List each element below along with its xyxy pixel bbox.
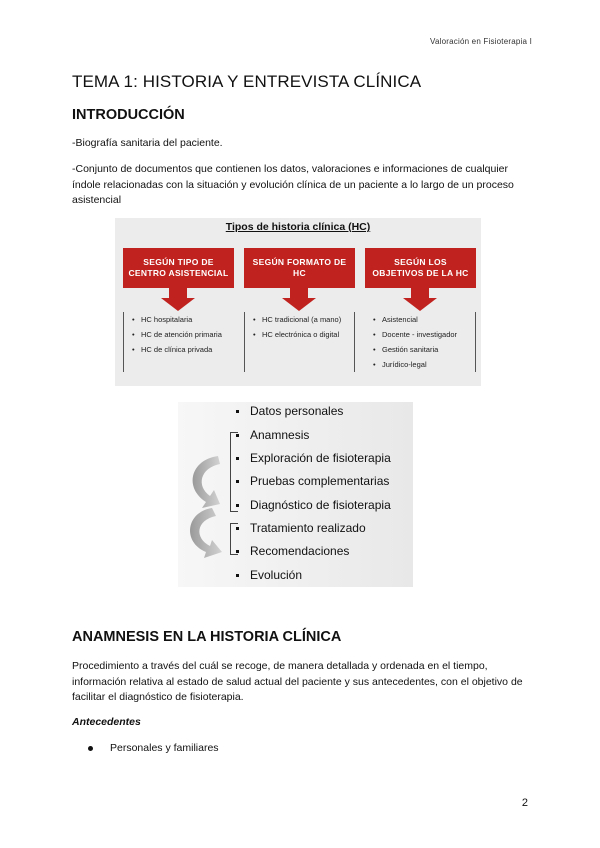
hc-content-item [236, 498, 391, 512]
hc-content-item [236, 568, 302, 582]
bullet-icon [236, 504, 239, 507]
hc-content-label: Diagnóstico de fisioterapia [250, 498, 391, 512]
bullet-icon [236, 457, 239, 460]
list-item: • HC electrónica o digital [255, 327, 354, 342]
down-arrow-icon [123, 288, 234, 310]
bullet-icon [88, 746, 93, 751]
hc-content-label: Recomendaciones [250, 544, 350, 558]
intro-heading: INTRODUCCIÓN [72, 107, 185, 123]
bullet-icon [236, 480, 239, 483]
list-item: • HC de clínica privada [134, 342, 234, 357]
down-arrow-icon [244, 288, 355, 310]
hc-type-header: SEGÚN FORMATO DE HC [244, 248, 355, 288]
page-title: TEMA 1: HISTORIA Y ENTREVISTA CLÍNICA [72, 72, 422, 91]
hc-type-list [365, 312, 476, 372]
intro-paragraph-2: -Conjunto de documentos que contienen los datos, valoraciones e informaciones de cualquier índole relacionadas con la situación y evolución clínica de un paciente a lo largo de un proceso asistencial [72, 163, 514, 206]
hc-content-label: Tratamiento realizado [250, 521, 366, 535]
hc-content-item [236, 428, 309, 442]
bullet-icon [236, 527, 239, 530]
hc-content-label: Anamnesis [250, 428, 310, 442]
bullet-icon [236, 574, 239, 577]
bullet-icon [236, 434, 239, 437]
down-arrow-icon [365, 288, 476, 310]
hc-content-item [236, 521, 366, 535]
hc-content-label: Datos personales [250, 404, 344, 418]
hc-type-list [123, 312, 234, 372]
hc-type-column [244, 248, 355, 372]
hc-content-item [236, 474, 389, 488]
hc-contents-figure [178, 402, 413, 587]
anamnesis-heading: ANAMNESIS EN LA HISTORIA CLÍNICA [72, 629, 342, 645]
hc-content-item [236, 451, 391, 465]
list-item [88, 742, 219, 754]
hc-type-header: SEGÚN TIPO DE CENTRO ASISTENCIAL [123, 248, 234, 288]
list-item: • Jurídico-legal [375, 357, 475, 372]
page-number: 2 [521, 797, 528, 809]
list-item: • Docente - investigador [375, 327, 475, 342]
hc-types-title: Tipos de historia clínica (HC) [225, 221, 371, 233]
hc-content-label: Evolución [250, 568, 303, 582]
hc-type-header: SEGÚN LOS OBJETIVOS DE LA HC [365, 248, 476, 288]
list-item: • HC tradicional (a mano) [255, 312, 354, 327]
list-item: • HC de atención primaria [134, 327, 234, 342]
list-item-label: Personales y familiares [110, 742, 219, 754]
hc-types-figure [115, 218, 481, 386]
anamnesis-paragraph: Procedimiento a través del cuál se recoge, de manera detallada y ordenada en el tiempo, información relativa al estado de salud actual del paciente y sus antecedentes, con el objetivo de facilitar el diagnóstico de fisioterapia. [72, 660, 523, 703]
hc-content-item [236, 544, 349, 558]
running-header: Valoración en Fisioterapia I [430, 37, 532, 46]
hc-content-item [236, 404, 343, 418]
hc-content-label: Pruebas complementarias [250, 474, 390, 488]
list-item: • HC hospitalaria [134, 312, 234, 327]
hc-type-list [244, 312, 355, 372]
bullet-icon [236, 550, 239, 553]
hc-type-column [365, 248, 476, 372]
antecedentes-subheading: Antecedentes [72, 716, 141, 728]
intro-paragraph-1: -Biografía sanitaria del paciente. [72, 137, 223, 149]
bullet-icon [236, 410, 239, 413]
curved-arrow-icon [182, 450, 232, 560]
hc-content-label: Exploración de fisioterapia [250, 451, 391, 465]
list-item: • Gestión sanitaria [375, 342, 475, 357]
list-item: • Asistencial [375, 312, 475, 327]
hc-type-column [123, 248, 234, 372]
